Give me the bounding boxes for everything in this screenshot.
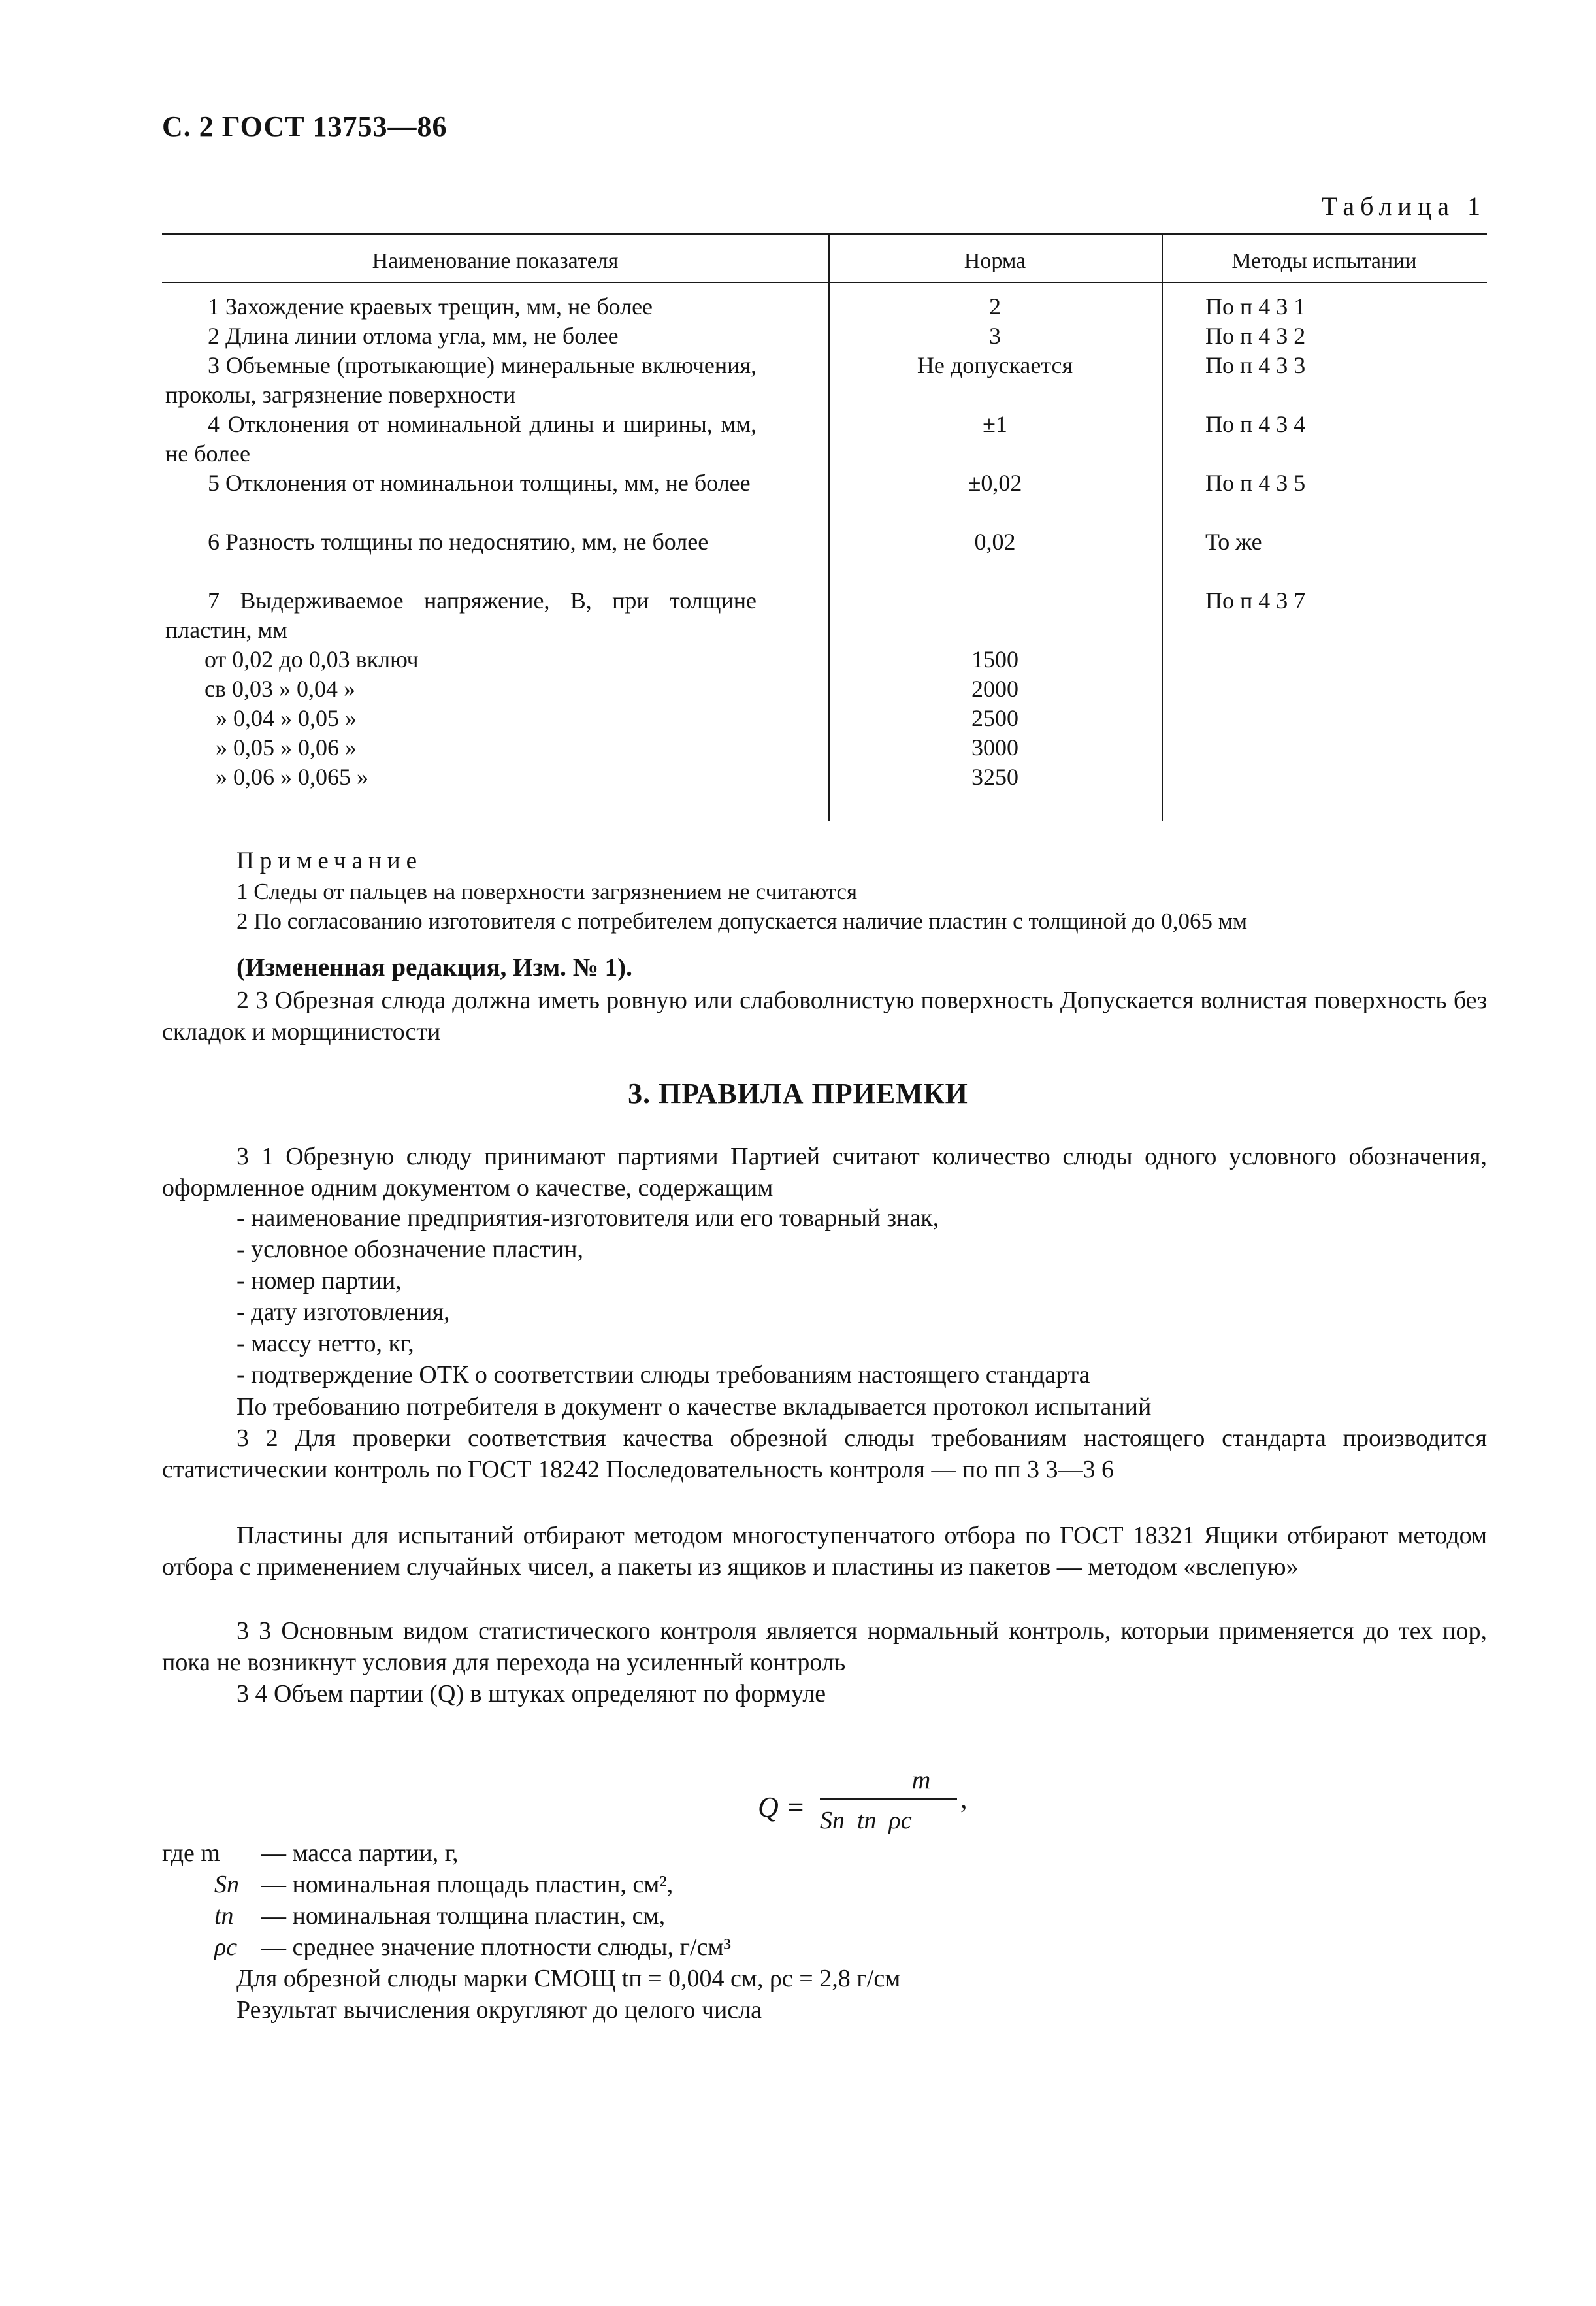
row-method: По п 4 3 5 — [1205, 470, 1306, 496]
table-header-name: Наименование показателя — [372, 249, 619, 273]
formula-lhs: Q = — [758, 1791, 806, 1823]
subrow-label: от 0,02 до 0,03 включ — [204, 646, 419, 672]
formula-denominator: Sп tп ρс — [820, 1807, 912, 1834]
row-name: 3 Объемные (протыкающие) минеральные включения, проколы, загрязнение поверхности — [165, 352, 757, 408]
row-name: 2 Длина линии отлома угла, мм, не более — [208, 323, 619, 349]
subrow-norm: 2000 — [971, 676, 1018, 702]
note-item: 2 По согласованию изготовителя с потребителем допускается наличие пластин с толщиной до 0,065 мм — [236, 908, 1248, 934]
row-method: По п 4 3 2 — [1205, 323, 1306, 349]
row-name: 4 Отклонения от номинальной длины и ширины, мм, не более — [165, 411, 757, 467]
row-method: По п 4 3 1 — [1205, 293, 1306, 320]
row-method: По п 4 3 7 — [1205, 587, 1306, 614]
where-symbol: где m — [162, 1839, 220, 1867]
amendment-note: (Измененная редакция, Изм. № 1). — [236, 953, 632, 981]
subrow-label: » 0,06 » 0,065 » — [216, 764, 368, 790]
table-header-rule — [162, 282, 1487, 283]
paragraph-rounding: Результат вычисления округляют до целого числа — [236, 1996, 762, 2024]
formula-numerator: m — [911, 1765, 931, 1794]
where-text: — номинальная толщина пластин, см, — [261, 1902, 666, 1930]
row-norm: ±0,02 — [968, 470, 1022, 496]
where-symbol: Sп — [214, 1871, 239, 1898]
row-norm: 2 — [989, 293, 1001, 320]
paragraph-3-1: 3 1 Обрезную слюду принимают партиями Партией считают количество слюды одного условного обозначения, оформленное одним документом о качестве, содержащим — [162, 1143, 1487, 1202]
subrow-norm: 3000 — [971, 734, 1018, 761]
list-item: - номер партии, — [236, 1267, 402, 1294]
table-top-rule — [162, 233, 1487, 235]
row-method: По п 4 3 3 — [1205, 352, 1306, 378]
paragraph-2-3: 2 3 Обрезная слюда должна иметь ровную или слабоволнистую поверхность Допускается волнистая поверхность без складок и морщинистости — [162, 987, 1487, 1046]
where-text: — масса партии, г, — [261, 1839, 459, 1867]
note-item: 1 Следы от пальцев на поверхности загрязнением не считаются — [236, 879, 858, 904]
subrow-norm: 1500 — [971, 646, 1018, 672]
row-norm: ±1 — [983, 411, 1007, 437]
paragraph-3-4: 3 4 Объем партии (Q) в штуках определяют по формуле — [236, 1680, 826, 1707]
formula-comma: , — [960, 1785, 968, 1815]
page-header: С. 2 ГОСТ 13753—86 — [162, 110, 448, 142]
batch-volume-formula — [758, 1764, 1019, 1856]
list-item: - наименование предприятия-изготовителя или его товарный знак, — [236, 1204, 939, 1232]
where-text: — номинальная площадь пластин, см², — [261, 1871, 674, 1898]
paragraph-3-2: 3 2 Для проверки соответствия качества обрезной слюды требованиям настоящего стандарта производится статистическии контроль по ГОСТ 18242 Последовательность контроля — по пп 3 3—3 6 — [162, 1425, 1487, 1483]
paragraph-samples: Пластины для испытаний отбирают методом многоступенчатого отбора по ГОСТ 18321 Ящики отбирают методом отбора с применением случайных чисел, а пакеты из ящиков и пластины из пакетов — методом «вслепую» — [162, 1522, 1487, 1581]
row-name: 5 Отклонения от номинальнои толщины, мм, не более — [208, 470, 751, 496]
paragraph-smosch: Для обрезной слюды марки СМОЩ tп = 0,004 см, ρс = 2,8 г/см — [236, 1965, 901, 1992]
formula-fraction-bar — [820, 1798, 957, 1800]
note-heading: Примечание — [236, 848, 423, 874]
row-norm: 0,02 — [974, 529, 1016, 555]
paragraph-protocol: По требованию потребителя в документ о качестве вкладывается протокол испытаний — [236, 1393, 1152, 1421]
row-norm: Не допускается — [917, 352, 1073, 378]
list-item: - дату изготовления, — [236, 1298, 450, 1326]
where-symbol: ρс — [214, 1934, 238, 1961]
row-name: 1 Захождение краевых трещин, мм, не более — [208, 293, 653, 320]
row-method: По п 4 3 4 — [1205, 411, 1306, 437]
requirements-table — [162, 233, 1487, 821]
subrow-label: св 0,03 » 0,04 » — [204, 676, 355, 702]
subrow-norm: 3250 — [971, 764, 1018, 790]
subrow-label: » 0,04 » 0,05 » — [216, 705, 357, 731]
list-item: - массу нетто, кг, — [236, 1330, 414, 1357]
table-col-divider-2 — [1162, 233, 1163, 821]
section-title: 3. ПРАВИЛА ПРИЕМКИ — [628, 1078, 968, 1110]
subrow-label: » 0,05 » 0,06 » — [216, 734, 357, 761]
row-norm: 3 — [989, 323, 1001, 349]
row-name: 7 Выдерживаемое напряжение, В, при толщине пластин, мм — [165, 587, 757, 643]
paragraph-3-3: 3 3 Основным видом статистического контроля является нормальный контроль, которыи применяется до тех пор, пока не возникнут условия для перехода на усиленный контроль — [162, 1617, 1487, 1676]
where-text: — среднее значение плотности слюды, г/см³ — [261, 1934, 731, 1961]
subrow-norm: 2500 — [971, 705, 1018, 731]
where-symbol: tп — [214, 1902, 234, 1930]
list-item: - условное обозначение пластин, — [236, 1236, 583, 1263]
table-caption: Таблица 1 — [1321, 191, 1486, 221]
table-header-method: Методы испытании — [1231, 249, 1417, 273]
table-header-norm: Норма — [964, 249, 1026, 273]
row-name: 6 Разность толщины по недоснятию, мм, не более — [208, 529, 709, 555]
list-item: - подтверждение ОТК о соответствии слюды требованиям настоящего стандарта — [236, 1361, 1090, 1389]
row-method: То же — [1205, 529, 1262, 555]
